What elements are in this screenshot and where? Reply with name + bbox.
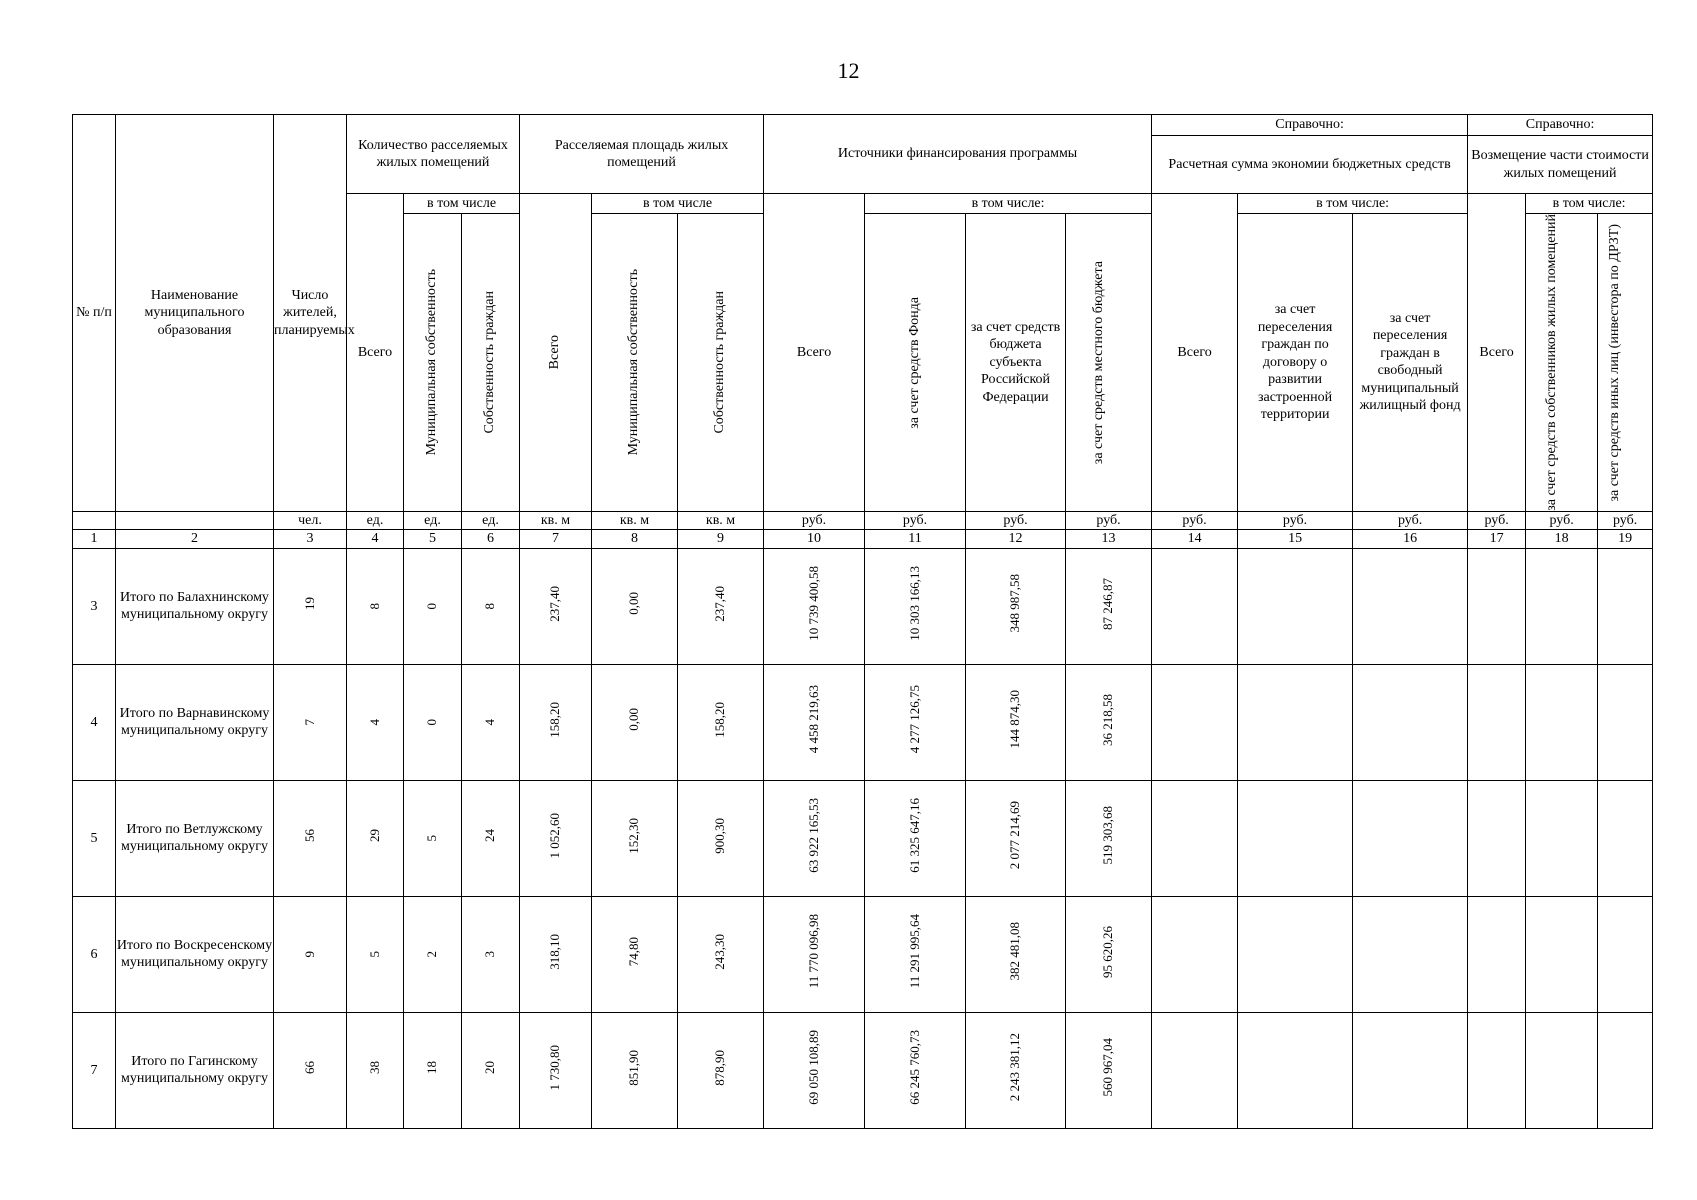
cell-fund xyxy=(865,1012,966,1128)
value-fin-total: 63 922 165,53 xyxy=(805,798,821,873)
value-area-total: 1 052,60 xyxy=(547,812,563,859)
value-local: 87 246,87 xyxy=(1100,577,1116,630)
header-incl-area: в том числе xyxy=(592,194,764,214)
cell-empty xyxy=(1526,896,1598,1012)
header-name: Наименование муниципального образования xyxy=(116,115,274,512)
cell-empty xyxy=(1152,548,1238,664)
unit-cell: руб. xyxy=(1238,511,1353,530)
cell-empty xyxy=(1468,780,1526,896)
value-private: 4 xyxy=(482,719,498,726)
cell-total xyxy=(347,548,404,664)
column-numbers-row xyxy=(73,530,1653,549)
unit-cell: чел. xyxy=(274,511,347,530)
table-row xyxy=(73,664,1653,780)
value-fin-total: 4 458 219,63 xyxy=(805,685,821,754)
cell-subject xyxy=(966,896,1066,1012)
cell-residents xyxy=(274,548,347,664)
cell-area-total xyxy=(520,548,592,664)
cell-empty xyxy=(1353,548,1468,664)
header-incl-savings: в том числе: xyxy=(1238,194,1468,214)
cell-empty xyxy=(1152,1012,1238,1128)
cell-residents xyxy=(274,1012,347,1128)
header-total-area xyxy=(520,194,592,512)
cell-fund xyxy=(865,896,966,1012)
value-municipal: 5 xyxy=(424,835,440,842)
cell-empty xyxy=(1468,896,1526,1012)
row-number: 4 xyxy=(73,664,116,780)
column-number: 14 xyxy=(1152,530,1238,549)
column-number: 18 xyxy=(1526,530,1598,549)
cell-empty xyxy=(1353,896,1468,1012)
municipality-name: Итого по Воскресенскому муниципальному округу xyxy=(116,896,274,1012)
cell-area-total xyxy=(520,664,592,780)
cell-empty xyxy=(1353,664,1468,780)
cell-fund xyxy=(865,664,966,780)
value-total: 38 xyxy=(366,1061,382,1075)
value-private: 3 xyxy=(482,951,498,958)
cell-empty xyxy=(1526,548,1598,664)
row-number: 5 xyxy=(73,780,116,896)
cell-empty xyxy=(1152,664,1238,780)
cell-area-municipal xyxy=(592,780,678,896)
header-count-group: Количество расселяемых жилых помещений xyxy=(347,115,520,194)
cell-local xyxy=(1066,780,1152,896)
cell-fin-total xyxy=(764,896,865,1012)
value-local: 36 218,58 xyxy=(1100,693,1116,746)
cell-area-total xyxy=(520,896,592,1012)
header-private-count-label: Собственность граждан xyxy=(482,291,498,434)
value-subject: 382 481,08 xyxy=(1007,922,1023,981)
unit-cell: руб. xyxy=(1353,511,1468,530)
header-comp-owners xyxy=(1526,214,1598,512)
header-reference-1: Справочно: xyxy=(1152,115,1468,136)
header-financing-group: Источники финансирования программы xyxy=(764,115,1152,194)
value-subject: 348 987,58 xyxy=(1007,574,1023,633)
value-residents: 9 xyxy=(301,951,317,958)
unit-cell: ед. xyxy=(347,511,404,530)
value-residents: 7 xyxy=(301,719,317,726)
cell-area-municipal xyxy=(592,1012,678,1128)
value-fund: 11 291 995,64 xyxy=(906,914,922,989)
cell-subject xyxy=(966,780,1066,896)
header-total-area-label: Всего xyxy=(547,335,563,370)
unit-cell: руб. xyxy=(1598,511,1653,530)
cell-private xyxy=(462,664,520,780)
value-local: 95 620,26 xyxy=(1100,925,1116,978)
cell-total xyxy=(347,664,404,780)
cell-empty xyxy=(1238,780,1353,896)
unit-cell: руб. xyxy=(1152,511,1238,530)
column-number: 16 xyxy=(1353,530,1468,549)
value-local: 519 303,68 xyxy=(1100,806,1116,865)
header-total-comp: Всего xyxy=(1468,194,1526,512)
unit-cell: руб. xyxy=(865,511,966,530)
cell-residents xyxy=(274,664,347,780)
value-municipal: 18 xyxy=(424,1061,440,1075)
cell-empty xyxy=(1238,548,1353,664)
cell-area-municipal xyxy=(592,896,678,1012)
unit-cell: ед. xyxy=(462,511,520,530)
cell-private xyxy=(462,1012,520,1128)
column-number: 6 xyxy=(462,530,520,549)
value-subject: 2 243 381,12 xyxy=(1007,1033,1023,1102)
table-row xyxy=(73,780,1653,896)
cell-empty xyxy=(1526,664,1598,780)
header-municipal-count-label: Муниципальная собственность xyxy=(424,269,440,456)
header-fund-label: за счет средств Фонда xyxy=(906,296,922,429)
column-number: 4 xyxy=(347,530,404,549)
value-total: 5 xyxy=(366,951,382,958)
cell-fin-total xyxy=(764,548,865,664)
unit-cell xyxy=(116,511,274,530)
cell-empty xyxy=(1598,780,1653,896)
value-area-total: 237,40 xyxy=(547,585,563,622)
cell-fin-total xyxy=(764,780,865,896)
unit-cell: руб. xyxy=(1468,511,1526,530)
cell-empty xyxy=(1353,780,1468,896)
value-fin-total: 11 770 096,98 xyxy=(805,914,821,989)
cell-municipal xyxy=(404,1012,462,1128)
cell-empty xyxy=(1238,896,1353,1012)
cell-empty xyxy=(1152,780,1238,896)
header-area-group: Расселяемая площадь жилых помещений xyxy=(520,115,764,194)
column-number: 15 xyxy=(1238,530,1353,549)
resettlement-table xyxy=(72,114,1653,1129)
unit-cell: руб. xyxy=(1066,511,1152,530)
header-incl-fin: в том числе: xyxy=(865,194,1152,214)
value-private: 20 xyxy=(482,1061,498,1075)
value-area-total: 1 730,80 xyxy=(547,1044,563,1091)
cell-subject xyxy=(966,1012,1066,1128)
header-savings-dev: за счет переселения граждан по договору о развитии застроенной территории xyxy=(1238,214,1353,512)
page-number: 12 xyxy=(837,58,860,83)
cell-total xyxy=(347,780,404,896)
value-area-municipal: 851,90 xyxy=(626,1049,642,1086)
value-area-municipal: 0,00 xyxy=(626,708,642,731)
cell-total xyxy=(347,1012,404,1128)
cell-area-total xyxy=(520,1012,592,1128)
value-area-municipal: 152,30 xyxy=(626,817,642,854)
column-number: 11 xyxy=(865,530,966,549)
cell-municipal xyxy=(404,780,462,896)
cell-residents xyxy=(274,780,347,896)
cell-area-municipal xyxy=(592,548,678,664)
value-fund: 4 277 126,75 xyxy=(906,685,922,754)
unit-cell: руб. xyxy=(764,511,865,530)
cell-area-municipal xyxy=(592,664,678,780)
value-fund: 10 303 166,13 xyxy=(906,566,922,641)
cell-private xyxy=(462,548,520,664)
header-private-area-label: Собственность граждан xyxy=(712,291,728,434)
cell-local xyxy=(1066,548,1152,664)
column-number: 3 xyxy=(274,530,347,549)
column-number: 10 xyxy=(764,530,865,549)
unit-cell: кв. м xyxy=(520,511,592,530)
unit-cell: ед. xyxy=(404,511,462,530)
header-savings-group: Расчетная сумма экономии бюджетных средств xyxy=(1152,136,1468,194)
value-fin-total: 69 050 108,89 xyxy=(805,1030,821,1105)
cell-fin-total xyxy=(764,1012,865,1128)
value-municipal: 0 xyxy=(424,719,440,726)
cell-municipal xyxy=(404,548,462,664)
header-total-savings: Всего xyxy=(1152,194,1238,512)
table-row xyxy=(73,548,1653,664)
cell-residents xyxy=(274,896,347,1012)
value-private: 24 xyxy=(482,829,498,843)
value-residents: 66 xyxy=(301,1061,317,1075)
cell-empty xyxy=(1526,780,1598,896)
header-comp-owners-label: за счет средств собственников жилых помещений xyxy=(1543,214,1559,511)
cell-municipal xyxy=(404,664,462,780)
value-total: 8 xyxy=(366,603,382,610)
value-area-municipal: 74,80 xyxy=(626,936,642,967)
cell-total xyxy=(347,896,404,1012)
cell-private xyxy=(462,896,520,1012)
cell-empty xyxy=(1598,1012,1653,1128)
value-fund: 66 245 760,73 xyxy=(906,1030,922,1105)
unit-cell: кв. м xyxy=(592,511,678,530)
value-subject: 144 874,30 xyxy=(1007,690,1023,749)
header-municipal-count xyxy=(404,214,462,512)
cell-subject xyxy=(966,664,1066,780)
header-comp-others xyxy=(1598,214,1653,512)
header-compensation-group: Возмещение части стоимости жилых помещений xyxy=(1468,136,1653,194)
cell-empty xyxy=(1468,664,1526,780)
column-number: 9 xyxy=(678,530,764,549)
cell-empty xyxy=(1468,1012,1526,1128)
value-area-municipal: 0,00 xyxy=(626,592,642,615)
unit-cell: руб. xyxy=(1526,511,1598,530)
header-comp-others-label: за счет средств иных лиц (инвестора по ДРЗТ) xyxy=(1607,223,1623,502)
header-private-count xyxy=(462,214,520,512)
header-subject-budget: за счет средств бюджета субъекта Российской Федерации xyxy=(966,214,1066,512)
column-number: 17 xyxy=(1468,530,1526,549)
unit-cell: руб. xyxy=(966,511,1066,530)
cell-area-private xyxy=(678,548,764,664)
municipality-name: Итого по Варнавинскому муниципальному округу xyxy=(116,664,274,780)
cell-empty xyxy=(1152,896,1238,1012)
value-municipal: 0 xyxy=(424,603,440,610)
header-savings-free: за счет переселения граждан в свободный муниципальный жилищный фонд xyxy=(1353,214,1468,512)
units-row xyxy=(73,511,1653,530)
cell-area-private xyxy=(678,664,764,780)
municipality-name: Итого по Балахнинскому муниципальному округу xyxy=(116,548,274,664)
header-private-area xyxy=(678,214,764,512)
value-local: 560 967,04 xyxy=(1100,1038,1116,1097)
cell-fund xyxy=(865,780,966,896)
column-number: 8 xyxy=(592,530,678,549)
cell-area-private xyxy=(678,1012,764,1128)
cell-empty xyxy=(1526,1012,1598,1128)
cell-empty xyxy=(1468,548,1526,664)
header-local-budget-label: за счет средств местного бюджета xyxy=(1090,260,1106,464)
header-municipal-area xyxy=(592,214,678,512)
value-fin-total: 10 739 400,58 xyxy=(805,566,821,641)
column-number: 2 xyxy=(116,530,274,549)
municipality-name: Итого по Гагинскому муниципальному округу xyxy=(116,1012,274,1128)
column-number: 7 xyxy=(520,530,592,549)
value-subject: 2 077 214,69 xyxy=(1007,801,1023,870)
unit-cell xyxy=(73,511,116,530)
value-municipal: 2 xyxy=(424,951,440,958)
value-area-total: 318,10 xyxy=(547,933,563,970)
cell-empty xyxy=(1598,664,1653,780)
header-municipal-area-label: Муниципальная собственность xyxy=(626,269,642,456)
column-number: 12 xyxy=(966,530,1066,549)
table-row xyxy=(73,1012,1653,1128)
cell-empty xyxy=(1598,548,1653,664)
column-number: 19 xyxy=(1598,530,1653,549)
header-local-budget xyxy=(1066,214,1152,512)
column-number: 1 xyxy=(73,530,116,549)
column-number: 5 xyxy=(404,530,462,549)
header-total-fin: Всего xyxy=(764,194,865,512)
header-fund xyxy=(865,214,966,512)
value-area-private: 237,40 xyxy=(712,585,728,622)
value-residents: 56 xyxy=(301,829,317,843)
cell-local xyxy=(1066,896,1152,1012)
cell-fin-total xyxy=(764,664,865,780)
header-num: № п/п xyxy=(73,115,116,512)
value-total: 29 xyxy=(366,829,382,843)
cell-empty xyxy=(1598,896,1653,1012)
cell-local xyxy=(1066,664,1152,780)
cell-empty xyxy=(1353,1012,1468,1128)
header-total-count: Всего xyxy=(347,194,404,512)
row-number: 7 xyxy=(73,1012,116,1128)
value-total: 4 xyxy=(366,719,382,726)
value-private: 8 xyxy=(482,603,498,610)
column-number: 13 xyxy=(1066,530,1152,549)
cell-area-private xyxy=(678,780,764,896)
header-incl-count: в том числе xyxy=(404,194,520,214)
table-row xyxy=(73,896,1653,1012)
cell-empty xyxy=(1238,1012,1353,1128)
row-number: 3 xyxy=(73,548,116,664)
cell-private xyxy=(462,780,520,896)
value-area-total: 158,20 xyxy=(547,701,563,738)
value-area-private: 878,90 xyxy=(712,1049,728,1086)
header-reference-2: Справочно: xyxy=(1468,115,1653,136)
value-residents: 19 xyxy=(301,597,317,611)
cell-fund xyxy=(865,548,966,664)
value-fund: 61 325 647,16 xyxy=(906,798,922,873)
cell-subject xyxy=(966,548,1066,664)
municipality-name: Итого по Ветлужскому муниципальному округу xyxy=(116,780,274,896)
row-number: 6 xyxy=(73,896,116,1012)
cell-empty xyxy=(1238,664,1353,780)
header-incl-comp: в том числе: xyxy=(1526,194,1653,214)
cell-area-private xyxy=(678,896,764,1012)
value-area-private: 243,30 xyxy=(712,933,728,970)
unit-cell: кв. м xyxy=(678,511,764,530)
header-residents: Число жителей, планируемых xyxy=(274,115,347,512)
cell-area-total xyxy=(520,780,592,896)
value-area-private: 900,30 xyxy=(712,817,728,854)
value-area-private: 158,20 xyxy=(712,701,728,738)
cell-local xyxy=(1066,1012,1152,1128)
cell-municipal xyxy=(404,896,462,1012)
